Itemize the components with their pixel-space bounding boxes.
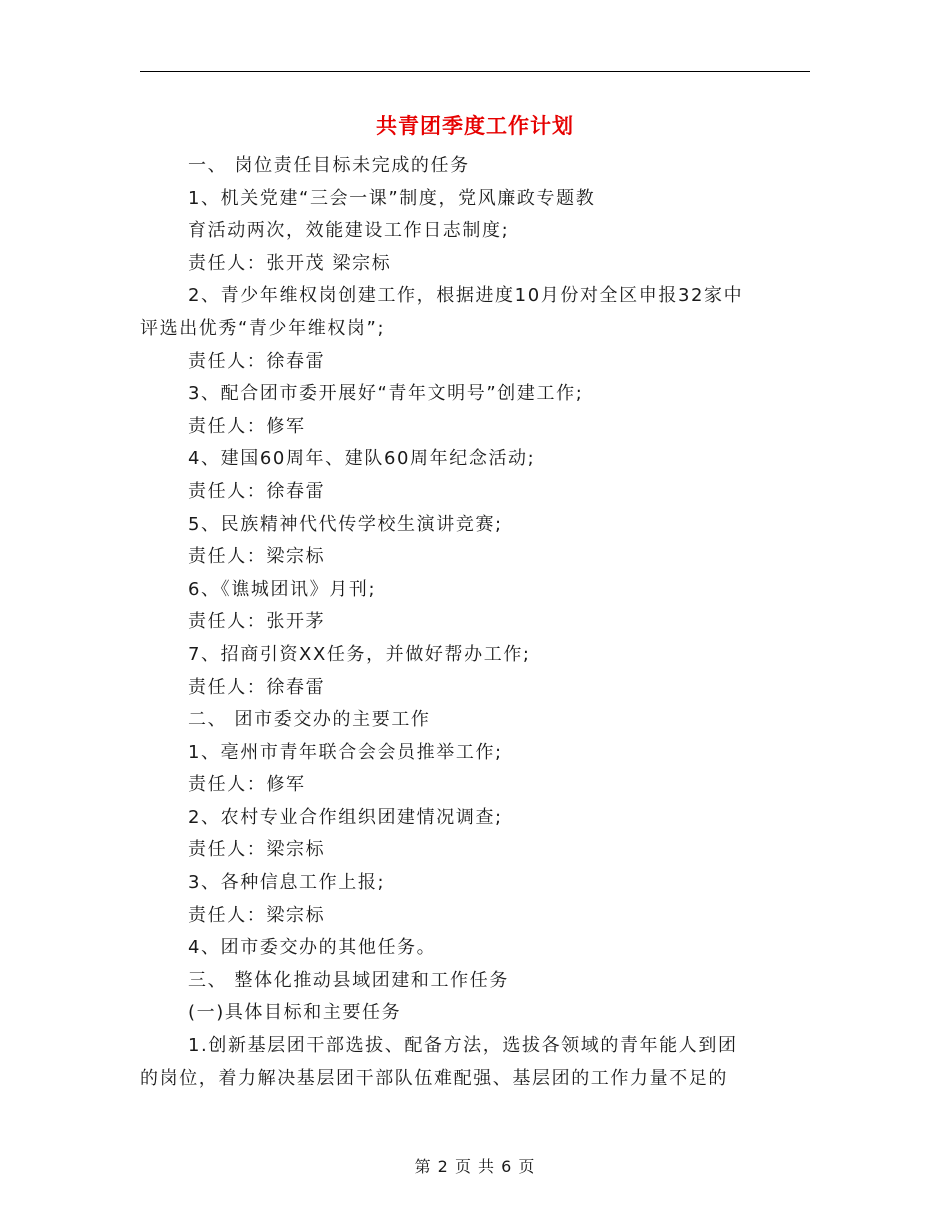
body-line: 1、亳州市青年联合会会员推举工作; xyxy=(188,741,503,763)
body-line: 4、团市委交办的其他任务。 xyxy=(188,937,437,959)
body-line: 责任人：修军 xyxy=(188,415,306,437)
body-line: 责任人：修军 xyxy=(188,774,306,796)
body-line: 4、建国60周年、建队60周年纪念活动; xyxy=(188,448,536,470)
header-rule xyxy=(140,71,810,72)
body-line: 评选出优秀“青少年维权岗”; xyxy=(140,317,386,339)
body-line: 1、机关党建“三会一课”制度，党风廉政专题教 xyxy=(188,187,596,209)
body-line: 责任人：梁宗标 xyxy=(188,904,326,926)
body-line: 6、《谯城团讯》月刊; xyxy=(188,578,377,600)
body-line: 责任人：徐春雷 xyxy=(188,350,326,372)
body-line: 责任人：梁宗标 xyxy=(188,546,326,568)
body-line: 2、农村专业合作组织团建情况调查; xyxy=(188,806,503,828)
body-line: 3、配合团市委开展好“青年文明号”创建工作; xyxy=(188,383,584,405)
body-line: 二、 团市委交办的主要工作 xyxy=(188,709,431,731)
document-body xyxy=(140,150,810,1095)
body-line: 责任人：梁宗标 xyxy=(188,839,326,861)
body-line: 三、 整体化推动县域团建和工作任务 xyxy=(188,969,509,991)
body-line: 责任人：张开茅 xyxy=(188,611,326,633)
body-line: 1.创新基层团干部选拔、配备方法，选拔各领域的青年能人到团 xyxy=(188,1035,738,1057)
body-line: 责任人：徐春雷 xyxy=(188,480,326,502)
body-line: 一、 岗位责任目标未完成的任务 xyxy=(188,155,470,176)
body-line: 7、招商引资XX任务，并做好帮办工作; xyxy=(188,643,531,665)
page-number: 第 2 页 共 6 页 xyxy=(414,1157,536,1176)
body-line: 的岗位，着力解决基层团干部队伍难配强、基层团的工作力量不足的 xyxy=(140,1067,728,1089)
body-line: 责任人：徐春雷 xyxy=(188,676,326,698)
body-line: 5、民族精神代代传学校生演讲竞赛; xyxy=(188,513,503,535)
body-line: 2、青少年维权岗创建工作，根据进度10月份对全区申报32家中 xyxy=(188,285,744,307)
body-line: 3、各种信息工作上报; xyxy=(188,872,386,894)
document-title: 共青团季度工作计划 xyxy=(376,114,574,138)
body-line: 育活动两次，效能建设工作日志制度; xyxy=(188,220,510,242)
body-line: 责任人：张开茂 梁宗标 xyxy=(188,252,392,274)
body-line: (一)具体目标和主要任务 xyxy=(188,1002,402,1024)
